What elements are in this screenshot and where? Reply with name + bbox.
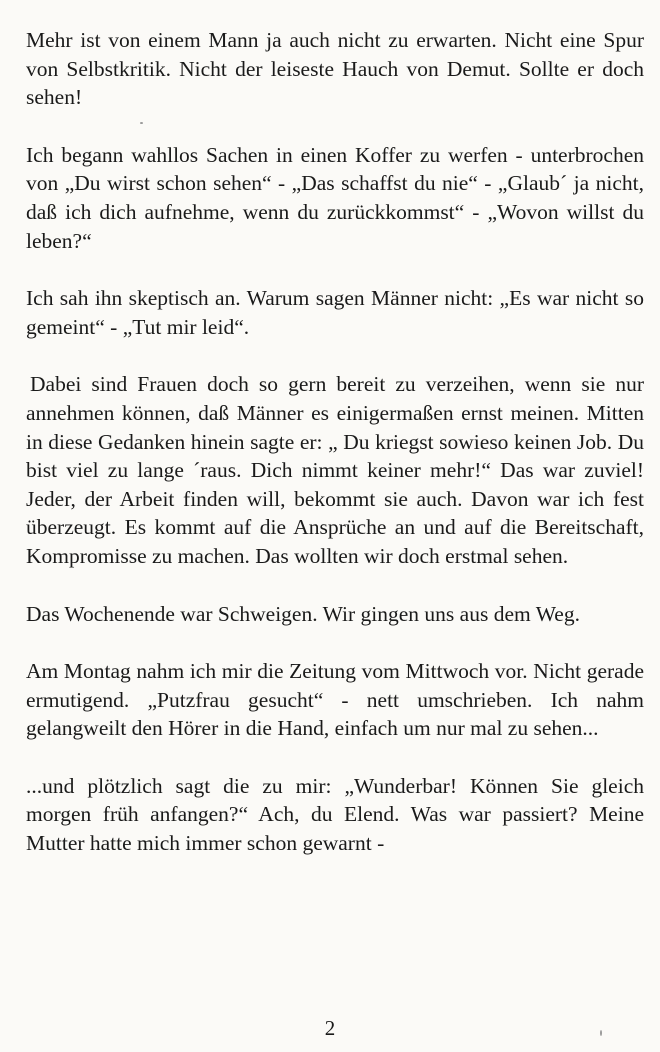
paragraph-1: Mehr ist von einem Mann ja auch nicht zu erwarten. Nicht eine Spur von Selbstkritik. Nicht der leiseste Hauch von Demut. Sollte er doch sehen!	[26, 28, 644, 110]
paragraph-5: Das Wochenende war Schweigen. Wir gingen uns aus dem Weg.	[26, 601, 580, 626]
scan-speck	[600, 1030, 602, 1036]
paragraph-3: Ich sah ihn skeptisch an. Warum sagen Männer nicht: „Es war nicht so gemeint“ - „Tut mir leid“.	[26, 286, 644, 339]
scan-speck	[140, 122, 143, 124]
paragraph-7: ...und plötzlich sagt die zu mir: „Wunderbar! Können Sie gleich morgen früh anfangen?“ Ach, du Elend. Was war passiert? Meine Mutter hatte mich immer schon gewarnt -	[26, 773, 644, 856]
page-number: 2	[324, 1016, 336, 1040]
paragraph-2: Ich begann wahllos Sachen in einen Koffer zu werfen - unterbrochen von „Du wirst schon sehen“ - „Das schaffst du nie“ - „Glaub´ ja nicht, daß ich dich aufnehme, wenn du zurückkommst“ - „Wovon willst du leben?“	[26, 142, 644, 253]
page-body	[26, 26, 644, 887]
paragraph-4: Dabei sind Frauen doch so gern bereit zu verzeihen, wenn sie nur annehmen können, daß Männer es einigermaßen ernst meinen. Mitten in diese Gedanken hinein sagte er: „ Du kriegst sowieso keinen Job. Du bist viel zu lange ´raus. Dich nimmt keiner mehr!“ Das war zuviel! Jeder, der Arbeit finden will, bekommt sie auch. Davon war ich fest überzeugt. Es kommt auf die Ansprüche an und auf die Bereitschaft, Kompromisse zu machen. Das wollten wir doch erstmal sehen.	[26, 372, 644, 568]
paragraph-6: Am Montag nahm ich mir die Zeitung vom Mittwoch vor. Nicht gerade ermutigend. „Putzfrau gesucht“ - nett umschrieben. Ich nahm gelangweilt den Hörer in die Hand, einfach um nur mal zu sehen...	[26, 659, 644, 741]
